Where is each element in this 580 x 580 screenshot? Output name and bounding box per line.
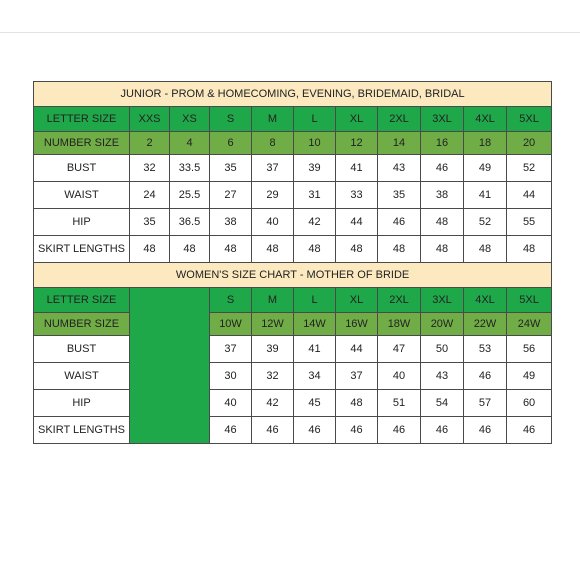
measure-cell: 40	[378, 363, 421, 390]
row-label: LETTER SIZE	[34, 107, 130, 132]
women-measure-row	[34, 417, 552, 444]
measure-cell: 37	[336, 363, 378, 390]
measure-cell: 43	[378, 155, 421, 182]
letter-size-cell: 3XL	[421, 288, 464, 313]
measure-cell: 48	[421, 209, 464, 236]
women-measure-row	[34, 336, 552, 363]
measure-cell: 46	[421, 417, 464, 444]
measure-cell: 35	[210, 155, 252, 182]
measure-cell: 40	[252, 209, 294, 236]
green-spacer-block	[130, 288, 210, 444]
measure-cell: 40	[210, 390, 252, 417]
row-label: LETTER SIZE	[34, 288, 130, 313]
measure-cell: 44	[507, 182, 552, 209]
measure-cell: 32	[130, 155, 170, 182]
number-size-cell: 14W	[294, 313, 336, 336]
measure-cell: 48	[378, 236, 421, 263]
measure-cell: 39	[252, 336, 294, 363]
letter-size-cell: 2XL	[378, 107, 421, 132]
junior-measure-row	[34, 182, 552, 209]
measure-cell: 24	[130, 182, 170, 209]
number-size-cell: 2	[130, 132, 170, 155]
number-size-cell: 8	[252, 132, 294, 155]
junior-title-row	[34, 82, 552, 107]
letter-size-cell: 3XL	[421, 107, 464, 132]
measure-cell: 46	[464, 417, 507, 444]
row-label: WAIST	[34, 182, 130, 209]
measure-cell: 33.5	[170, 155, 210, 182]
measure-cell: 46	[378, 417, 421, 444]
junior-section-title: JUNIOR - PROM & HOMECOMING, EVENING, BRIDEMAID, BRIDAL	[34, 82, 552, 107]
letter-size-cell: L	[294, 288, 336, 313]
size-chart-body	[34, 82, 552, 444]
letter-size-cell: S	[210, 288, 252, 313]
number-size-cell: 16W	[336, 313, 378, 336]
measure-cell: 60	[507, 390, 552, 417]
number-size-cell: 22W	[464, 313, 507, 336]
measure-cell: 42	[294, 209, 336, 236]
measure-cell: 51	[378, 390, 421, 417]
measure-cell: 33	[336, 182, 378, 209]
women-letter-size-row	[34, 288, 552, 313]
measure-cell: 32	[252, 363, 294, 390]
row-label: WAIST	[34, 363, 130, 390]
letter-size-cell: 4XL	[464, 288, 507, 313]
measure-cell: 48	[210, 236, 252, 263]
women-section-title: WOMEN'S SIZE CHART - MOTHER OF BRIDE	[34, 263, 552, 288]
measure-cell: 49	[464, 155, 507, 182]
number-size-cell: 20W	[421, 313, 464, 336]
measure-cell: 41	[294, 336, 336, 363]
letter-size-cell: 4XL	[464, 107, 507, 132]
measure-cell: 43	[421, 363, 464, 390]
letter-size-cell: 2XL	[378, 288, 421, 313]
row-label: SKIRT LENGTHS	[34, 417, 130, 444]
measure-cell: 48	[170, 236, 210, 263]
measure-cell: 35	[378, 182, 421, 209]
measure-cell: 25.5	[170, 182, 210, 209]
measure-cell: 27	[210, 182, 252, 209]
measure-cell: 47	[378, 336, 421, 363]
measure-cell: 44	[336, 336, 378, 363]
measure-cell: 46	[252, 417, 294, 444]
letter-size-cell: XXS	[130, 107, 170, 132]
number-size-cell: 18W	[378, 313, 421, 336]
measure-cell: 46	[210, 417, 252, 444]
measure-cell: 46	[336, 417, 378, 444]
letter-size-cell: 5XL	[507, 288, 552, 313]
number-size-cell: 10W	[210, 313, 252, 336]
measure-cell: 48	[294, 236, 336, 263]
row-label: BUST	[34, 336, 130, 363]
row-label: HIP	[34, 209, 130, 236]
top-divider	[0, 32, 580, 33]
row-label: BUST	[34, 155, 130, 182]
row-label: NUMBER SIZE	[34, 132, 130, 155]
size-chart-table	[33, 81, 552, 444]
letter-size-cell: S	[210, 107, 252, 132]
measure-cell: 56	[507, 336, 552, 363]
measure-cell: 49	[507, 363, 552, 390]
measure-cell: 48	[336, 390, 378, 417]
junior-measure-row	[34, 236, 552, 263]
measure-cell: 48	[421, 236, 464, 263]
measure-cell: 44	[336, 209, 378, 236]
measure-cell: 34	[294, 363, 336, 390]
junior-measure-row	[34, 209, 552, 236]
measure-cell: 46	[507, 417, 552, 444]
junior-number-size-row	[34, 132, 552, 155]
letter-size-cell: XL	[336, 107, 378, 132]
measure-cell: 52	[507, 155, 552, 182]
women-title-row	[34, 263, 552, 288]
women-measure-row	[34, 363, 552, 390]
measure-cell: 46	[378, 209, 421, 236]
measure-cell: 41	[336, 155, 378, 182]
number-size-cell: 10	[294, 132, 336, 155]
measure-cell: 52	[464, 209, 507, 236]
women-number-size-row	[34, 313, 552, 336]
measure-cell: 54	[421, 390, 464, 417]
measure-cell: 30	[210, 363, 252, 390]
measure-cell: 46	[294, 417, 336, 444]
measure-cell: 45	[294, 390, 336, 417]
measure-cell: 48	[252, 236, 294, 263]
measure-cell: 38	[210, 209, 252, 236]
measure-cell: 35	[130, 209, 170, 236]
measure-cell: 46	[464, 363, 507, 390]
measure-cell: 39	[294, 155, 336, 182]
measure-cell: 48	[130, 236, 170, 263]
letter-size-cell: L	[294, 107, 336, 132]
measure-cell: 36.5	[170, 209, 210, 236]
number-size-cell: 12W	[252, 313, 294, 336]
measure-cell: 41	[464, 182, 507, 209]
measure-cell: 37	[210, 336, 252, 363]
junior-letter-size-row	[34, 107, 552, 132]
measure-cell: 29	[252, 182, 294, 209]
number-size-cell: 6	[210, 132, 252, 155]
letter-size-cell: XL	[336, 288, 378, 313]
number-size-cell: 16	[421, 132, 464, 155]
measure-cell: 50	[421, 336, 464, 363]
measure-cell: 53	[464, 336, 507, 363]
number-size-cell: 12	[336, 132, 378, 155]
number-size-cell: 20	[507, 132, 552, 155]
letter-size-cell: 5XL	[507, 107, 552, 132]
measure-cell: 57	[464, 390, 507, 417]
measure-cell: 55	[507, 209, 552, 236]
measure-cell: 48	[464, 236, 507, 263]
letter-size-cell: M	[252, 288, 294, 313]
measure-cell: 38	[421, 182, 464, 209]
row-label: SKIRT LENGTHS	[34, 236, 130, 263]
measure-cell: 31	[294, 182, 336, 209]
measure-cell: 37	[252, 155, 294, 182]
junior-measure-row	[34, 155, 552, 182]
letter-size-cell: M	[252, 107, 294, 132]
row-label: HIP	[34, 390, 130, 417]
measure-cell: 46	[421, 155, 464, 182]
measure-cell: 48	[336, 236, 378, 263]
measure-cell: 42	[252, 390, 294, 417]
women-measure-row	[34, 390, 552, 417]
letter-size-cell: XS	[170, 107, 210, 132]
number-size-cell: 14	[378, 132, 421, 155]
number-size-cell: 4	[170, 132, 210, 155]
measure-cell: 48	[507, 236, 552, 263]
number-size-cell: 24W	[507, 313, 552, 336]
number-size-cell: 18	[464, 132, 507, 155]
row-label: NUMBER SIZE	[34, 313, 130, 336]
